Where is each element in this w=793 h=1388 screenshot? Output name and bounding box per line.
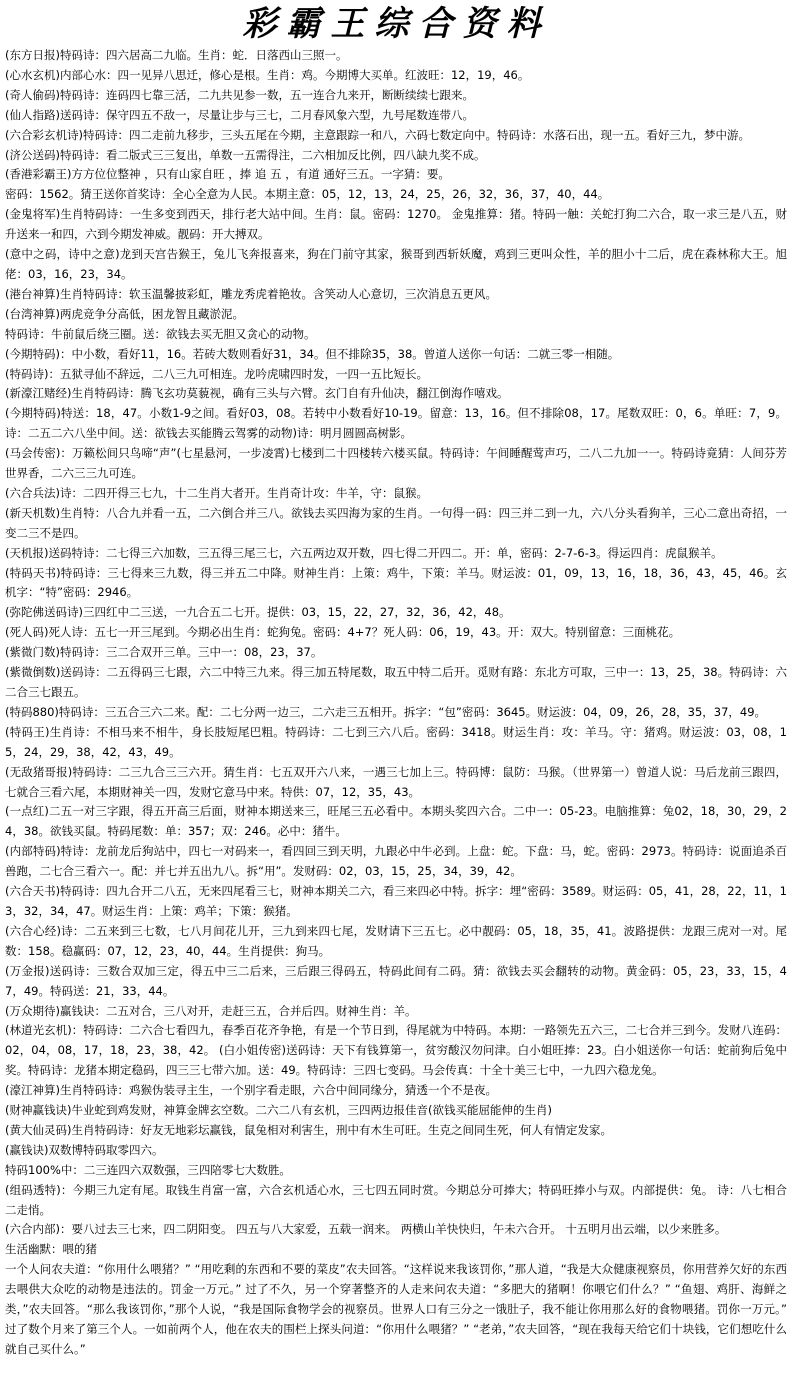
text-paragraph: (六合内部)：要八过去三七来，四二阴阳变。 四五与八大家爱，五载一润来。 两横山羊快快归，午未六合开。 十五明月出云端，以少来胜多。 <box>5 1222 727 1237</box>
text-paragraph: (马会传密)：万籁松间只鸟啼“声”(七星悬河，一步凌霄)七楼到二十四楼转六楼买鼠。特码诗：午间睡醒莺声巧，二八二九加一一。特码诗竟猜：人间芬芳世界香，二六三三九可连。 <box>5 446 787 481</box>
text-paragraph: (万众期待)赢钱诀：二五对合，三八对开，走赶三五，合并后四。财神生肖：羊。 <box>5 1003 417 1018</box>
text-paragraph: (黄大仙灵码)生肖特码诗：好友无地彩坛赢钱，鼠兔相对利害生，刑中有木生可旺。生克之间同生死，何人有情定发家。 <box>5 1122 612 1137</box>
text-paragraph: (万金报)送码诗：三数合双加三定，得五中三二后来，三后跟三得码五，特码此间有二码。猜：欲钱去买会翻转的动物。黄金码：05，23，33，15，47，49。特码送：21，33，44。 <box>5 963 787 998</box>
text-paragraph: (天机报)送码特诗：二七得三六加数，三五得三尾三七，六五两边双开数，四七得二开四二。开：单，密码：2-7-6-3。得运四肖：虎鼠猴羊。 <box>5 545 723 560</box>
text-paragraph: (特码诗)：五狱寻仙不辞远，二八三九可相连。龙吟虎啸四时发，一四一五比短长。 <box>5 366 428 381</box>
text-paragraph: (台湾神算)两虎竞争分高低，困龙智且藏淤泥。 <box>5 306 244 321</box>
text-paragraph: (紫微门数)特码诗：三二合双开三单。三中一：08，23，37。 <box>5 645 323 660</box>
document-body <box>5 46 787 1360</box>
text-paragraph: (济公送码)特码诗：看二版式三三复出，单数一五需得注，二六相加反比例，四八缺九奖不成。 <box>5 147 486 162</box>
text-paragraph: (今期特码)特送：18，47。小数1-9之间。看好03，08。若转中小数看好10-19。留意：13，16。但不排除08，17。尾数双旺：0，6。单旺：7，9。诗：二五二六八坐中间。送：欲钱去买能腾云驾雾的动物)诗：明月圆圆高树影。 <box>5 406 787 441</box>
text-paragraph: (财神赢钱诀)牛业蛇到鸡发财，神算金牌玄空数。二六二八有玄机，三四两边报佳音(欲钱买能屈能伸的生肖) <box>5 1103 552 1118</box>
text-paragraph: 一个人问农夫道：“你用什么喂猪？” “用吃剩的东西和不要的菜皮”农夫回答。“这样说来我该罚你，”那人道，“我是大众健康视察员，你用营养欠好的东西去喂供大众吃的动物是违法的。罚金一万元。” 过了不久，另一个穿著整齐的人走来问农夫道：“多肥大的猪啊！你喂它们什么？” “鱼翅、鸡肝、海鲜之类，”农夫回答。“那么我该罚你，”那个人说，“我是国际食物学会的视察员。世界人口有三分之一饿肚子，我不能让你用那么好的食物喂猪。罚你一万元。” 过了数个月来了第三个人。一如前两个人，他在农夫的围栏上探头问道：“你用什么喂猪？” “老弟，”农夫回答，“现在我每天给它们十块钱，它们想吃什么就自己买什么。” <box>5 1262 787 1356</box>
text-paragraph: (无敌猪哥报)特码诗：二三九合三三六开。猜生肖：七五双开六八来，一遇三七加上三。特码博：鼠防：马猴。（世界第一）曾道人说：马后龙前三跟四，七就合三看六尾，本期财神关一四，发财它意马中来。特供：07，12，35，43。 <box>5 764 787 799</box>
text-paragraph: 密码：1562。猜王送你首奖诗：全心全意为人民。本期主意：05，12，13，24，25，26，32，36，37，40，44。 <box>5 187 610 202</box>
text-paragraph: (金鬼将军)生肖特码诗：一生多变到西天，排行老大站中间。生肖：鼠。密码：1270。 金鬼推算：猪。特码一触：关蛇打狗二六合，取一求三是八五，财升送来一和四，六到今期发神威。靓码：开大搏双。 <box>5 207 787 242</box>
text-paragraph: (一点红)二五一对三字跟，得五开高三后面，财神本期送来三，旺尾三五必看中。本期头奖四六合。二中一：05-23。电脑推算：兔02，18，30，29，24，38。欲钱买鼠。特码尾数：单：357；双：246。必中：猪牛。 <box>5 804 787 839</box>
text-paragraph: (赢钱诀)双数博特码取零四六。 <box>5 1142 164 1157</box>
text-paragraph: (六合心经)诗：二五来到三七数，七八月间花儿开，三九到来四七尾，发财请下三五七。必中靓码：05，18，35，41。波路提供：龙跟三虎对一对。尾数：158。稳赢码：07，12，23，40，44。生肖提供：狗马。 <box>5 923 787 958</box>
text-paragraph: (六合兵法)诗：二四开得三七九，十二生肖大者开。生肖奇计攻：牛羊，守：鼠猴。 <box>5 485 428 500</box>
text-paragraph: (濠江神算)生肖特码诗：鸡猴伪装寻主生，一个别字看走眼，六合中间同缘分，猜透一个不是夜。 <box>5 1083 497 1098</box>
text-paragraph: (仙人指路)送码诗：保守四五不敌一，尽量让步与三七，二月春风象六型，九号尾数连带八。 <box>5 107 474 122</box>
text-paragraph: (新濠江赌经)生肖特码诗：腾飞玄功莫藐视，确有三头与六臂。玄门自有升仙决，翻江倒海作嘻戏。 <box>5 386 509 401</box>
text-paragraph: (今期特码)：中小数，看好11，16。若砖大数则看好31，34。但不排除35，38。曾道人送你一句话：二就三零一相随。 <box>5 346 620 361</box>
text-paragraph: 生活幽默：喂的猪 <box>5 1242 97 1257</box>
text-paragraph: (香港彩霸王)方方位位整神 ，只有山家自旺 ，捧 追 五 ，有道 通好三五。一字猜：要。 <box>5 167 450 182</box>
text-paragraph: (弥陀佛送码诗)三四红中二三送，一九合五二七开。提供：03，15，22，27，32，36，42，48。 <box>5 605 511 620</box>
text-paragraph: (心水玄机)内部心水：四一见异八思迁，修心是根。生肖：鸡。今期博大买单。红波旺：12，19，46。 <box>5 67 530 82</box>
text-paragraph: 特码诗：牛前鼠后绕三圈。送：欲钱去买无胆又贪心的动物。 <box>5 326 316 341</box>
page-title: 彩霸王综合资料 <box>242 4 551 44</box>
text-paragraph: (林道光玄机)：特码诗：二六合七看四九，春季百花齐争艳，有是一个节日到，得尾就为中特码。本期：一路领先五六三，二七合并三到今。发财八连码：02，04，08，17，18，23，38，42。 (白小姐传密)送码诗：天下有钱算第一，贫穷酸汉勿问津。白小姐旺捧：23。白小姐送你一句话：蛇前狗后兔中奖。特码诗：龙猪本期定稳码，四三三七带六加。送：49。特码诗：三四七变码。马会传真：十全十美三七中，一九四六稳龙兔。 <box>5 1023 787 1078</box>
text-paragraph: (六合彩玄机诗)特码诗：四二走前九移步，三头五尾在今期，主意跟踪一和八，六码七数定向中。特码诗：水落石出，现一五。看好三九，梦中游。 <box>5 127 750 142</box>
text-paragraph: 特码100%中：二三连四六双数强，三四陪零七大数胜。 <box>5 1162 291 1177</box>
text-paragraph: (死人码)死人诗：五七一开三尾到。今期必出生肖：蛇狗兔。密码：4+7？死人码：06，19，43。开：双大。特别留意：三面桃花。 <box>5 625 681 640</box>
text-paragraph: (组码透特)：今期三九定有尾。取钱生肖富一富，六合玄机适心水，三七四五同时赏。今期总分可捧大；特码旺捧小与双。内部提供：兔。 诗：八七相合二走悄。 <box>5 1182 787 1217</box>
text-paragraph: (紫微倒数)送码诗：二五得码三七跟，六二中特三九来。得三加五特尾数，取五中特二后开。觅财有路：东北方可取，三中一：13，25，38。特码诗：六二合三七跟五。 <box>5 665 787 699</box>
text-paragraph: (特码王)生肖诗：不相马来不相牛，身长肢短尾巴粗。特码诗：二七到三六八后。密码：3418。财运生肖：攻：羊马。守：猪鸡。财运波：03，08，15，24，29，38，42，43，49。 <box>5 724 787 759</box>
text-paragraph: (特码天书)特码诗：三七得来三九数，得三并五二中降。财神生肖：上策：鸡牛，下策：羊马。财运波：01，09，13，16，18，36，43，45，46。玄机字：“特”密码：2946。 <box>5 565 787 600</box>
text-paragraph: (六合天书)特码诗：四九合开二八五，无来四尾看三七，财神本期关二六，看三来四必中特。拆字：埋“密码：3589。财运码：05，41，28，22，11，13，32，34，47。财运生肖：上策：鸡羊；下策：猴猪。 <box>5 884 787 918</box>
text-paragraph: (意中之码，诗中之意)龙到天宫告猴王，兔儿飞奔报喜来，狗在门前守其家，猴哥到西斩妖魔，鸡到三更叫众性，羊的胆小十二后，虎在森林称大王。旭佬：03，16，23，34。 <box>5 247 787 281</box>
text-paragraph: (东方日报)特码诗：四六居高二九临。生肖：蛇．日落西山三照一。 <box>5 48 348 62</box>
text-paragraph: (特码880)特码诗：三五合三六二来。配：二七分两一边三，二六走三五相开。拆字：“包”密码：3645。财运波：04，09，26，28，35，37，49。 <box>5 704 767 719</box>
text-paragraph: (港台神算)生肖特码诗：软玉温馨披彩虹，雕龙秀虎着艳妆。含笑动人心意切，三次消息五更风。 <box>5 286 497 301</box>
text-paragraph: (奇人偷码)特码诗：连码四七靠三活，二九共见参一数，五一连合九来开，断断续续七跟来。 <box>5 87 474 102</box>
text-paragraph: (新天机数)生肖特：八合九并看一五，二六倒合并三八。欲钱去买四海为家的生肖。一句得一码：四三并二到一九，六八分头看狗羊，三心二意出奇招，一变二三不是四。 <box>5 505 787 540</box>
text-paragraph: (内部特码)特诗：龙前龙后狗站中，四七一对码来一，看四回三到天明，九跟必中牛必到。上盘：蛇。下盘：马，蛇。密码：2973。特码诗：说面追杀百兽跑，二七合三看六一。配：并七并五出九八。拆“用”。发财码：02，03，15，25，34，39，42。 <box>5 844 787 879</box>
